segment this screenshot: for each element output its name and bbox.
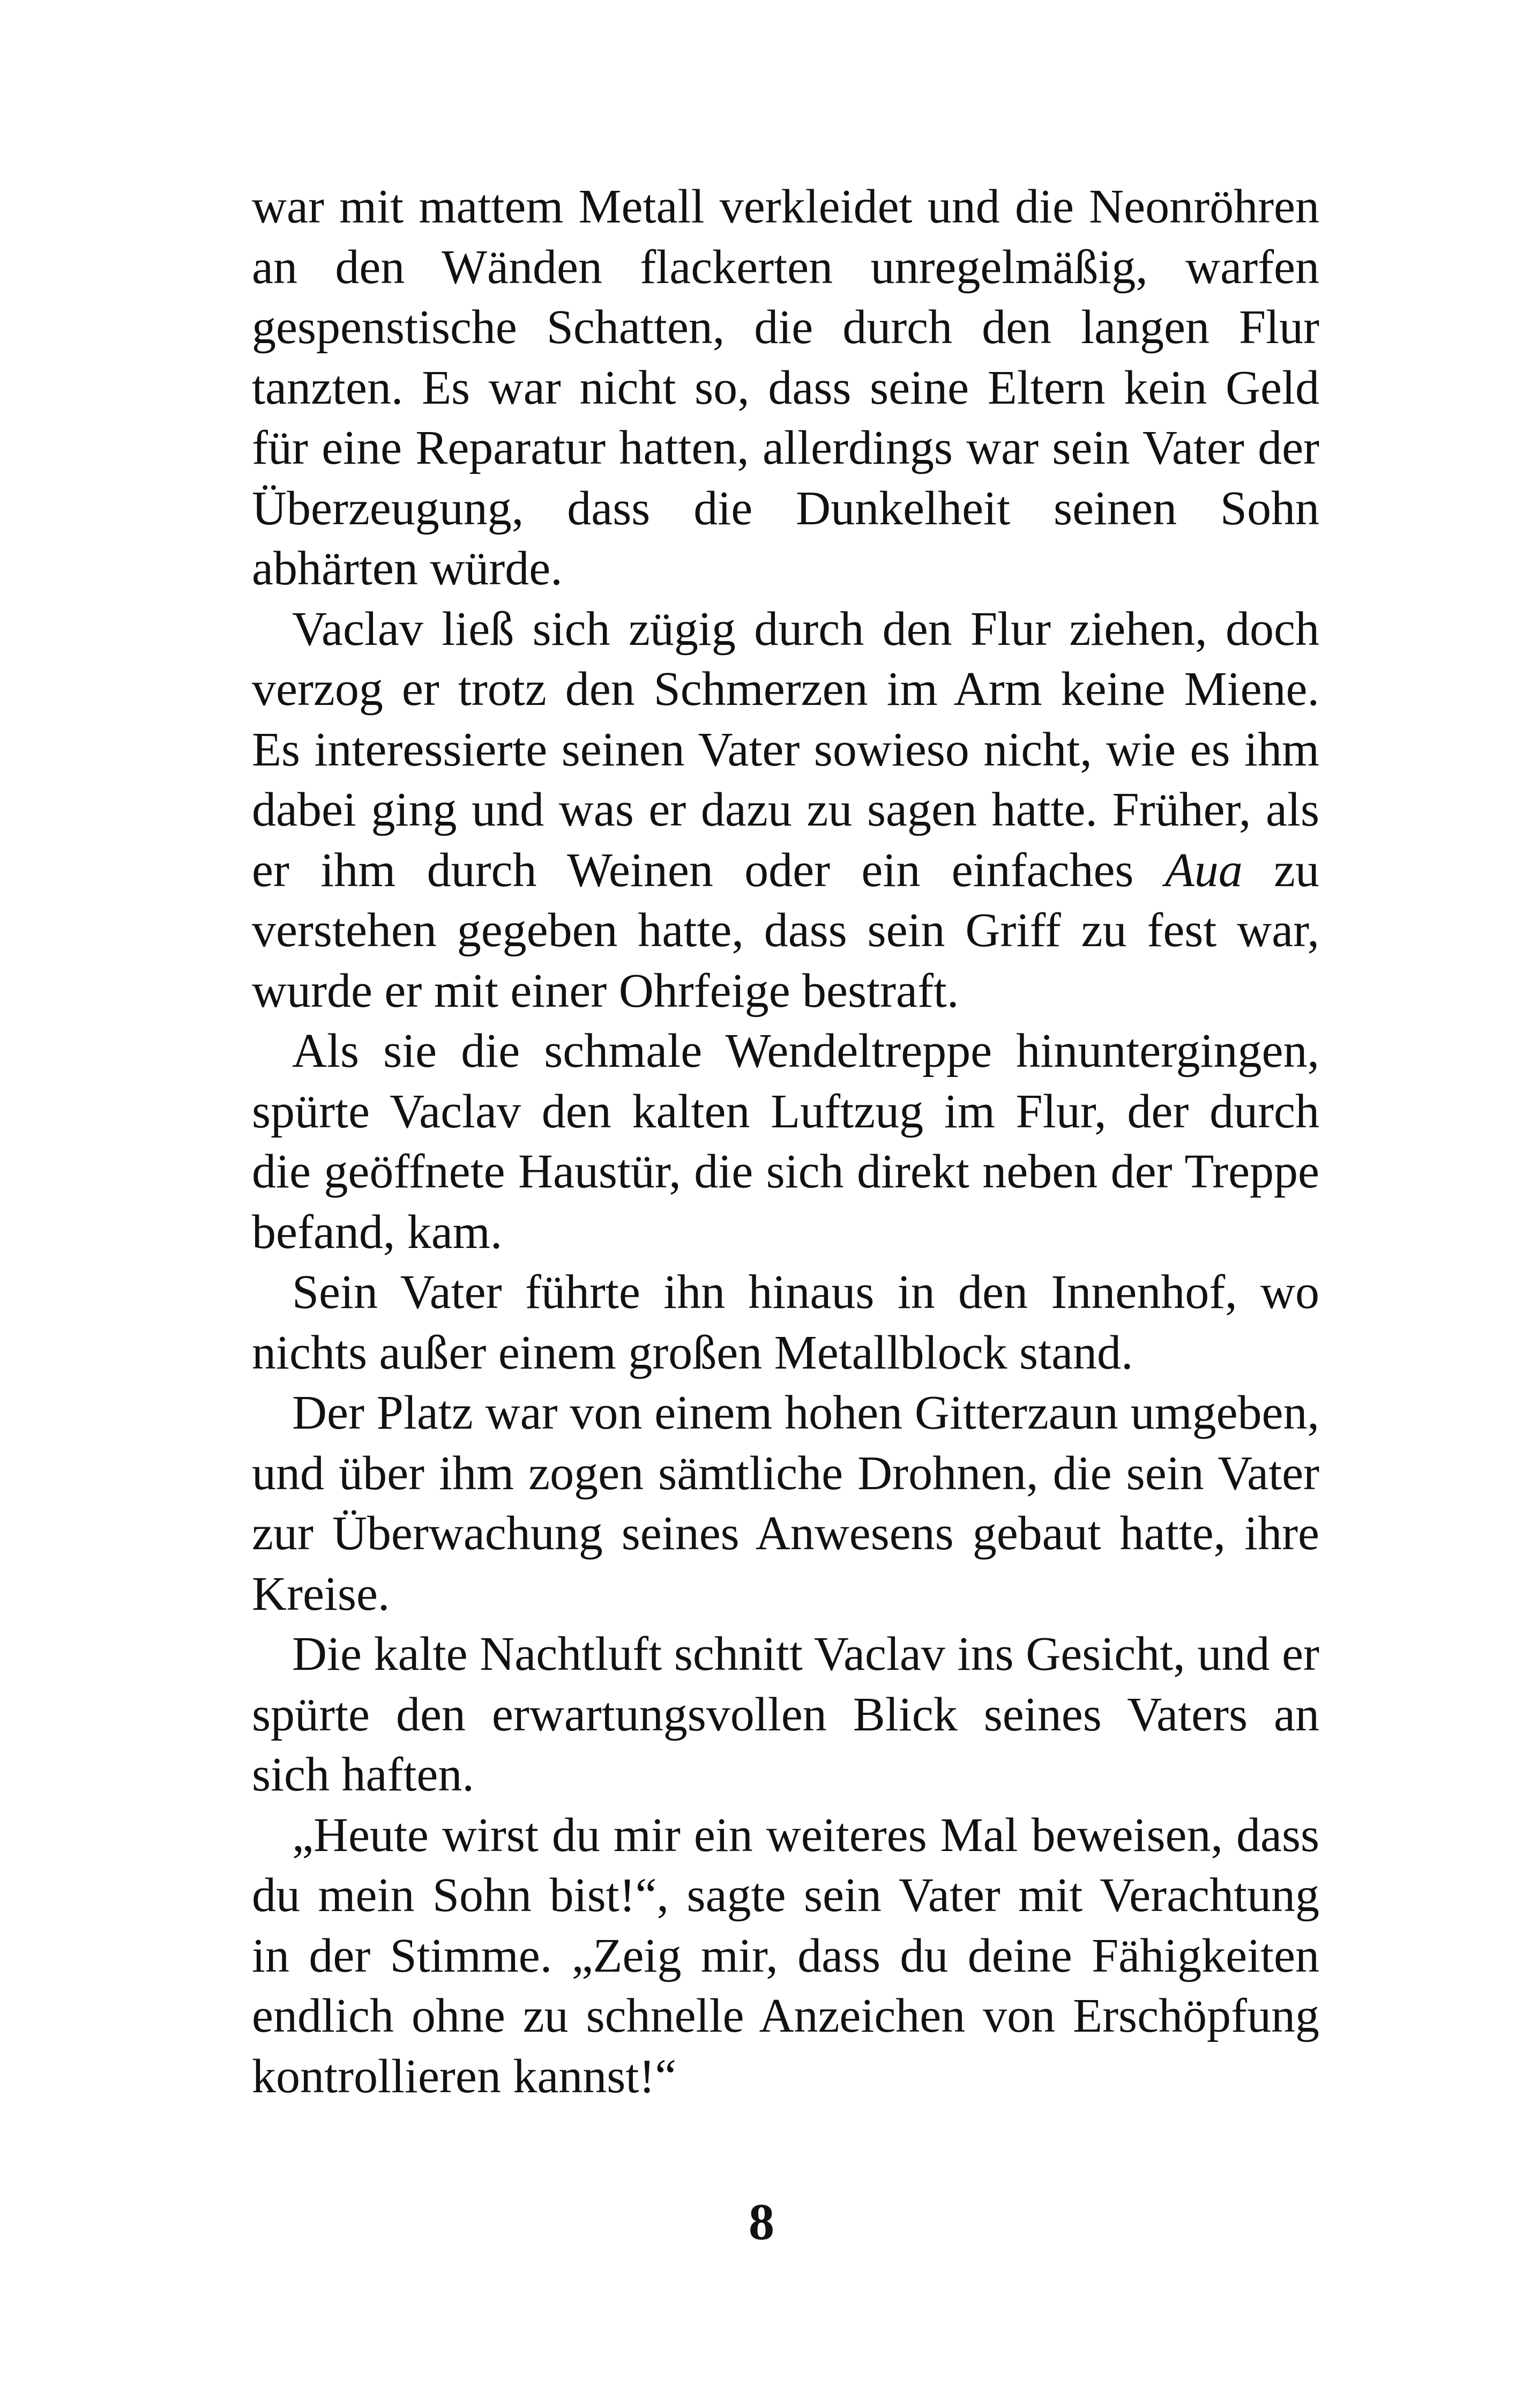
paragraph-1: war mit mattem Metall verkleidet und die Neonröhren an den Wänden flackerten unregelmäßig, warfen gespenstische Schatten, die durch den langen Flur tanzten. Es war nicht so, dass seine Eltern kein Geld für eine Reparatur hatten, allerdings war sein Vater der Überzeugung, dass die Dunkelheit seinen Sohn abhärten würde. (252, 180, 1319, 595)
paragraph-5: Der Platz war von einem hohen Gitterzaun umgeben, und über ihm zogen sämtliche Drohnen, die sein Vater zur Überwachung seines Anwesens gebaut hatte, ihre Kreise. (252, 1386, 1319, 1621)
paragraph-4: Sein Vater führte ihn hinaus in den Innenhof, wo nichts außer einem großen Metallblock stand. (252, 1266, 1319, 1379)
paragraph-7: „Heute wirst du mir ein weiteres Mal beweisen, dass du mein Sohn bist!“, sagte sein Vater mit Verachtung in der Stimme. „Zeig mir, dass du deine Fähigkeiten endlich ohne zu schnelle Anzeichen von Erschöpfung kontrollieren kannst!“ (252, 1808, 1319, 2103)
paragraph-6: Die kalte Nachtluft schnitt Vaclav ins Gesicht, und er spürte den erwartungsvollen Blick seines Vaters an sich haften. (252, 1627, 1319, 1801)
paragraph-2-emphasis: Aua (1164, 843, 1243, 897)
paragraph-2-text: Vaclav ließ sich zügig durch den Flur ziehen, doch verzog er trotz den Schmerzen im Arm keine Miene. Es interessierte seinen Vater sowieso nicht, wie es ihm dabei ging und was er dazu zu sagen hatte. Früher, als er ihm durch Weinen oder ein einfaches (252, 602, 1319, 897)
paragraph-3: Als sie die schmale Wendeltreppe hinuntergingen, spürte Vaclav den kalten Luftzug im Flur, der durch die geöffnete Haustür, die sich direkt neben der Treppe befand, kam. (252, 1024, 1319, 1259)
paragraph-2 (252, 599, 1319, 1022)
page-number: 8 (749, 2193, 774, 2250)
page-body (252, 177, 1319, 2107)
paragraph-2-tail: zu verstehen gegeben hatte, dass sein Griff zu fest war, wurde er mit einer Ohrfeige bestraft. (252, 843, 1319, 1017)
